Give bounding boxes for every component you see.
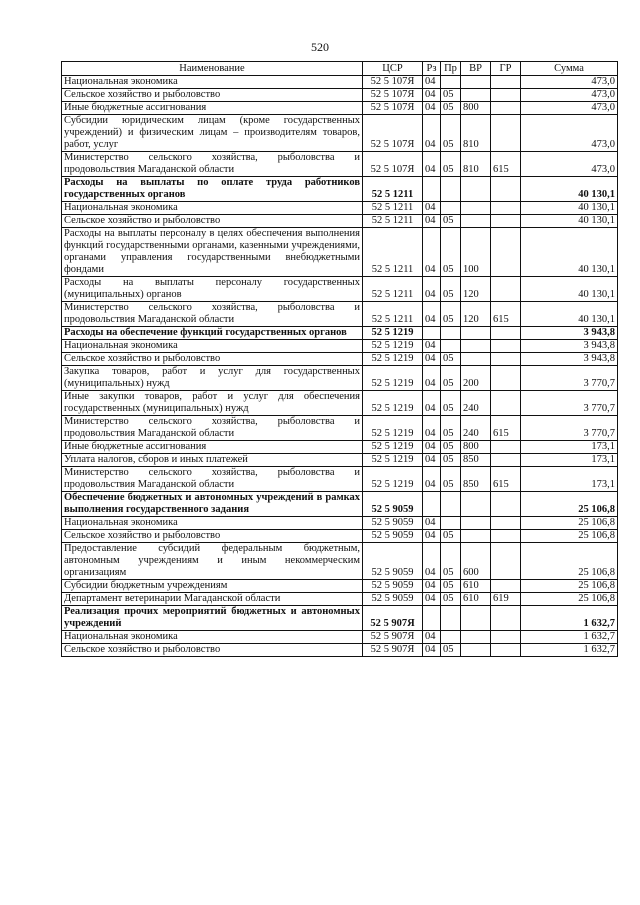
cell-gr bbox=[491, 391, 521, 416]
table-row bbox=[62, 441, 618, 454]
cell-vr bbox=[461, 202, 491, 215]
cell-gr: 615 bbox=[491, 467, 521, 492]
cell-gr bbox=[491, 202, 521, 215]
cell-gr bbox=[491, 454, 521, 467]
cell-rz: 04 bbox=[423, 530, 441, 543]
cell-sum: 1 632,7 bbox=[521, 644, 618, 657]
cell-vr: 200 bbox=[461, 366, 491, 391]
cell-sum: 1 632,7 bbox=[521, 606, 618, 631]
table-row bbox=[62, 177, 618, 202]
cell-pr: 05 bbox=[441, 416, 461, 441]
cell-pr: 05 bbox=[441, 366, 461, 391]
cell-gr bbox=[491, 340, 521, 353]
table-row bbox=[62, 102, 618, 115]
table-row bbox=[62, 543, 618, 580]
cell-rz: 04 bbox=[423, 517, 441, 530]
cell-name: Сельское хозяйство и рыболовство bbox=[62, 89, 363, 102]
cell-name: Предоставление субсидий федеральным бюджетным, автономным учреждениям и иным некоммерческим организациям bbox=[62, 543, 363, 580]
header-rz: Рз bbox=[423, 62, 441, 76]
cell-csr: 52 5 1219 bbox=[363, 391, 423, 416]
cell-sum: 40 130,1 bbox=[521, 215, 618, 228]
header-csr: ЦСР bbox=[363, 62, 423, 76]
cell-gr bbox=[491, 115, 521, 152]
cell-csr: 52 5 1219 bbox=[363, 441, 423, 454]
table-row bbox=[62, 416, 618, 441]
cell-vr: 800 bbox=[461, 441, 491, 454]
cell-rz: 04 bbox=[423, 115, 441, 152]
cell-sum: 473,0 bbox=[521, 152, 618, 177]
cell-name: Иные бюджетные ассигнования bbox=[62, 441, 363, 454]
cell-sum: 3 770,7 bbox=[521, 366, 618, 391]
cell-csr: 52 5 1219 bbox=[363, 340, 423, 353]
cell-csr: 52 5 9059 bbox=[363, 492, 423, 517]
table-body bbox=[62, 76, 618, 657]
cell-sum: 473,0 bbox=[521, 102, 618, 115]
table-row bbox=[62, 353, 618, 366]
cell-csr: 52 5 1211 bbox=[363, 202, 423, 215]
cell-rz: 04 bbox=[423, 152, 441, 177]
cell-csr: 52 5 1219 bbox=[363, 366, 423, 391]
cell-gr bbox=[491, 327, 521, 340]
cell-pr: 05 bbox=[441, 454, 461, 467]
cell-pr: 05 bbox=[441, 543, 461, 580]
cell-vr: 610 bbox=[461, 580, 491, 593]
cell-vr: 800 bbox=[461, 102, 491, 115]
cell-pr bbox=[441, 340, 461, 353]
cell-rz: 04 bbox=[423, 302, 441, 327]
cell-sum: 40 130,1 bbox=[521, 202, 618, 215]
cell-sum: 473,0 bbox=[521, 115, 618, 152]
cell-name: Реализация прочих мероприятий бюджетных и автономных учреждений bbox=[62, 606, 363, 631]
cell-name: Сельское хозяйство и рыболовство bbox=[62, 215, 363, 228]
cell-pr: 05 bbox=[441, 353, 461, 366]
cell-pr bbox=[441, 631, 461, 644]
cell-rz: 04 bbox=[423, 580, 441, 593]
cell-gr bbox=[491, 543, 521, 580]
cell-name: Субсидии юридическим лицам (кроме государственных учреждений) и физическим лицам – производителям товаров, работ, услуг bbox=[62, 115, 363, 152]
header-sum: Сумма bbox=[521, 62, 618, 76]
cell-csr: 52 5 107Я bbox=[363, 152, 423, 177]
cell-name: Национальная экономика bbox=[62, 76, 363, 89]
table-row bbox=[62, 152, 618, 177]
cell-gr: 619 bbox=[491, 593, 521, 606]
table-row bbox=[62, 89, 618, 102]
table-row bbox=[62, 202, 618, 215]
cell-sum: 40 130,1 bbox=[521, 228, 618, 277]
cell-name: Иные закупки товаров, работ и услуг для обеспечения государственных (муниципальных) нужд bbox=[62, 391, 363, 416]
cell-rz: 04 bbox=[423, 593, 441, 606]
cell-pr: 05 bbox=[441, 644, 461, 657]
cell-csr: 52 5 1211 bbox=[363, 302, 423, 327]
cell-sum: 3 943,8 bbox=[521, 353, 618, 366]
cell-rz: 04 bbox=[423, 467, 441, 492]
cell-vr: 850 bbox=[461, 467, 491, 492]
cell-sum: 25 106,8 bbox=[521, 580, 618, 593]
table-row bbox=[62, 492, 618, 517]
cell-sum: 25 106,8 bbox=[521, 593, 618, 606]
cell-vr: 120 bbox=[461, 302, 491, 327]
cell-vr bbox=[461, 631, 491, 644]
cell-pr: 05 bbox=[441, 593, 461, 606]
cell-pr: 05 bbox=[441, 441, 461, 454]
table-row bbox=[62, 215, 618, 228]
cell-sum: 3 943,8 bbox=[521, 340, 618, 353]
cell-pr: 05 bbox=[441, 102, 461, 115]
cell-gr bbox=[491, 177, 521, 202]
cell-vr bbox=[461, 76, 491, 89]
cell-pr: 05 bbox=[441, 302, 461, 327]
cell-pr: 05 bbox=[441, 215, 461, 228]
table-row bbox=[62, 366, 618, 391]
cell-pr: 05 bbox=[441, 530, 461, 543]
cell-sum: 25 106,8 bbox=[521, 530, 618, 543]
cell-sum: 473,0 bbox=[521, 76, 618, 89]
cell-name: Сельское хозяйство и рыболовство bbox=[62, 353, 363, 366]
cell-vr bbox=[461, 177, 491, 202]
cell-sum: 3 770,7 bbox=[521, 391, 618, 416]
cell-csr: 52 5 1211 bbox=[363, 277, 423, 302]
table-row bbox=[62, 76, 618, 89]
cell-rz: 04 bbox=[423, 89, 441, 102]
cell-pr: 05 bbox=[441, 277, 461, 302]
cell-gr bbox=[491, 631, 521, 644]
table-row bbox=[62, 302, 618, 327]
cell-csr: 52 5 9059 bbox=[363, 517, 423, 530]
cell-name: Сельское хозяйство и рыболовство bbox=[62, 530, 363, 543]
cell-rz: 04 bbox=[423, 215, 441, 228]
cell-csr: 52 5 907Я bbox=[363, 606, 423, 631]
cell-rz: 04 bbox=[423, 102, 441, 115]
cell-csr: 52 5 1211 bbox=[363, 228, 423, 277]
cell-rz: 04 bbox=[423, 340, 441, 353]
cell-name: Министерство сельского хозяйства, рыболовства и продовольствия Магаданской области bbox=[62, 416, 363, 441]
table-row bbox=[62, 340, 618, 353]
cell-sum: 40 130,1 bbox=[521, 277, 618, 302]
table-row bbox=[62, 327, 618, 340]
cell-rz: 04 bbox=[423, 644, 441, 657]
cell-rz: 04 bbox=[423, 277, 441, 302]
cell-csr: 52 5 1219 bbox=[363, 416, 423, 441]
cell-pr: 05 bbox=[441, 89, 461, 102]
header-vr: ВР bbox=[461, 62, 491, 76]
table-row bbox=[62, 530, 618, 543]
cell-pr: 05 bbox=[441, 580, 461, 593]
cell-csr: 52 5 9059 bbox=[363, 580, 423, 593]
cell-vr: 600 bbox=[461, 543, 491, 580]
cell-sum: 173,1 bbox=[521, 441, 618, 454]
cell-rz: 04 bbox=[423, 543, 441, 580]
cell-gr bbox=[491, 530, 521, 543]
cell-rz: 04 bbox=[423, 353, 441, 366]
cell-sum: 40 130,1 bbox=[521, 302, 618, 327]
cell-gr bbox=[491, 366, 521, 391]
cell-pr bbox=[441, 202, 461, 215]
table-row bbox=[62, 593, 618, 606]
cell-rz bbox=[423, 177, 441, 202]
cell-name: Расходы на обеспечение функций государственных органов bbox=[62, 327, 363, 340]
header-gr: ГР bbox=[491, 62, 521, 76]
cell-pr bbox=[441, 327, 461, 340]
cell-vr bbox=[461, 517, 491, 530]
table-row bbox=[62, 228, 618, 277]
cell-vr bbox=[461, 353, 491, 366]
cell-name: Иные бюджетные ассигнования bbox=[62, 102, 363, 115]
cell-rz: 04 bbox=[423, 454, 441, 467]
cell-rz: 04 bbox=[423, 391, 441, 416]
cell-vr bbox=[461, 492, 491, 517]
cell-csr: 52 5 907Я bbox=[363, 631, 423, 644]
cell-name: Национальная экономика bbox=[62, 517, 363, 530]
cell-rz: 04 bbox=[423, 631, 441, 644]
cell-rz: 04 bbox=[423, 202, 441, 215]
budget-table bbox=[61, 61, 618, 657]
page-number: 520 bbox=[311, 40, 329, 54]
cell-pr: 05 bbox=[441, 391, 461, 416]
cell-csr: 52 5 107Я bbox=[363, 89, 423, 102]
cell-name: Министерство сельского хозяйства, рыболовства и продовольствия Магаданской области bbox=[62, 152, 363, 177]
cell-name: Расходы на выплаты персоналу государственных (муниципальных) органов bbox=[62, 277, 363, 302]
cell-vr bbox=[461, 340, 491, 353]
cell-gr bbox=[491, 644, 521, 657]
cell-csr: 52 5 1219 bbox=[363, 353, 423, 366]
cell-gr bbox=[491, 215, 521, 228]
cell-vr: 810 bbox=[461, 115, 491, 152]
cell-sum: 40 130,1 bbox=[521, 177, 618, 202]
table-row bbox=[62, 391, 618, 416]
cell-gr: 615 bbox=[491, 152, 521, 177]
cell-gr bbox=[491, 102, 521, 115]
cell-vr bbox=[461, 215, 491, 228]
table-row bbox=[62, 277, 618, 302]
cell-gr bbox=[491, 580, 521, 593]
cell-sum: 3 770,7 bbox=[521, 416, 618, 441]
cell-name: Министерство сельского хозяйства, рыболовства и продовольствия Магаданской области bbox=[62, 467, 363, 492]
cell-vr: 810 bbox=[461, 152, 491, 177]
cell-rz: 04 bbox=[423, 76, 441, 89]
cell-sum: 25 106,8 bbox=[521, 543, 618, 580]
table-row bbox=[62, 580, 618, 593]
cell-csr: 52 5 9059 bbox=[363, 543, 423, 580]
cell-sum: 173,1 bbox=[521, 454, 618, 467]
cell-pr bbox=[441, 177, 461, 202]
cell-vr bbox=[461, 530, 491, 543]
cell-vr: 850 bbox=[461, 454, 491, 467]
cell-csr: 52 5 1219 bbox=[363, 327, 423, 340]
cell-pr: 05 bbox=[441, 467, 461, 492]
cell-vr bbox=[461, 89, 491, 102]
cell-rz bbox=[423, 327, 441, 340]
cell-sum: 473,0 bbox=[521, 89, 618, 102]
cell-csr: 52 5 1219 bbox=[363, 454, 423, 467]
table-row bbox=[62, 517, 618, 530]
cell-vr: 610 bbox=[461, 593, 491, 606]
cell-name: Национальная экономика bbox=[62, 202, 363, 215]
cell-vr bbox=[461, 644, 491, 657]
cell-name: Обеспечение бюджетных и автономных учреждений в рамках выполнения государственного задания bbox=[62, 492, 363, 517]
cell-sum: 3 943,8 bbox=[521, 327, 618, 340]
table-row bbox=[62, 467, 618, 492]
cell-name: Национальная экономика bbox=[62, 631, 363, 644]
cell-rz bbox=[423, 492, 441, 517]
cell-vr bbox=[461, 606, 491, 631]
header-name: Наименование bbox=[62, 62, 363, 76]
header-pr: Пр bbox=[441, 62, 461, 76]
cell-pr bbox=[441, 517, 461, 530]
table-row bbox=[62, 454, 618, 467]
cell-gr bbox=[491, 606, 521, 631]
cell-sum: 25 106,8 bbox=[521, 492, 618, 517]
cell-pr: 05 bbox=[441, 115, 461, 152]
cell-sum: 1 632,7 bbox=[521, 631, 618, 644]
cell-name: Департамент ветеринарии Магаданской области bbox=[62, 593, 363, 606]
cell-vr bbox=[461, 327, 491, 340]
cell-pr bbox=[441, 492, 461, 517]
cell-gr bbox=[491, 89, 521, 102]
cell-rz bbox=[423, 606, 441, 631]
cell-gr bbox=[491, 277, 521, 302]
table-row bbox=[62, 606, 618, 631]
cell-csr: 52 5 1211 bbox=[363, 177, 423, 202]
cell-csr: 52 5 107Я bbox=[363, 76, 423, 89]
cell-gr bbox=[491, 76, 521, 89]
cell-pr bbox=[441, 606, 461, 631]
cell-csr: 52 5 907Я bbox=[363, 644, 423, 657]
cell-gr bbox=[491, 441, 521, 454]
cell-name: Расходы на выплаты по оплате труда работников государственных органов bbox=[62, 177, 363, 202]
cell-name: Субсидии бюджетным учреждениям bbox=[62, 580, 363, 593]
cell-name: Расходы на выплаты персоналу в целях обеспечения выполнения функций государственными органами, казенными учреждениями, органами управления государственными внебюджетными фондами bbox=[62, 228, 363, 277]
cell-name: Министерство сельского хозяйства, рыболовства и продовольствия Магаданской области bbox=[62, 302, 363, 327]
cell-gr bbox=[491, 353, 521, 366]
header-row bbox=[62, 62, 618, 76]
cell-pr: 05 bbox=[441, 152, 461, 177]
cell-csr: 52 5 107Я bbox=[363, 102, 423, 115]
cell-csr: 52 5 1211 bbox=[363, 215, 423, 228]
cell-vr: 240 bbox=[461, 391, 491, 416]
cell-csr: 52 5 107Я bbox=[363, 115, 423, 152]
table-row bbox=[62, 631, 618, 644]
cell-rz: 04 bbox=[423, 416, 441, 441]
cell-pr bbox=[441, 76, 461, 89]
cell-rz: 04 bbox=[423, 228, 441, 277]
table-row bbox=[62, 644, 618, 657]
cell-name: Сельское хозяйство и рыболовство bbox=[62, 644, 363, 657]
cell-gr: 615 bbox=[491, 416, 521, 441]
cell-vr: 120 bbox=[461, 277, 491, 302]
cell-name: Уплата налогов, сборов и иных платежей bbox=[62, 454, 363, 467]
cell-sum: 173,1 bbox=[521, 467, 618, 492]
cell-name: Закупка товаров, работ и услуг для государственных (муниципальных) нужд bbox=[62, 366, 363, 391]
cell-gr bbox=[491, 517, 521, 530]
cell-rz: 04 bbox=[423, 366, 441, 391]
cell-sum: 25 106,8 bbox=[521, 517, 618, 530]
table-row bbox=[62, 115, 618, 152]
cell-vr: 240 bbox=[461, 416, 491, 441]
cell-vr: 100 bbox=[461, 228, 491, 277]
cell-gr bbox=[491, 492, 521, 517]
cell-gr bbox=[491, 228, 521, 277]
cell-pr: 05 bbox=[441, 228, 461, 277]
cell-csr: 52 5 9059 bbox=[363, 593, 423, 606]
cell-name: Национальная экономика bbox=[62, 340, 363, 353]
cell-csr: 52 5 9059 bbox=[363, 530, 423, 543]
cell-gr: 615 bbox=[491, 302, 521, 327]
cell-rz: 04 bbox=[423, 441, 441, 454]
cell-csr: 52 5 1219 bbox=[363, 467, 423, 492]
